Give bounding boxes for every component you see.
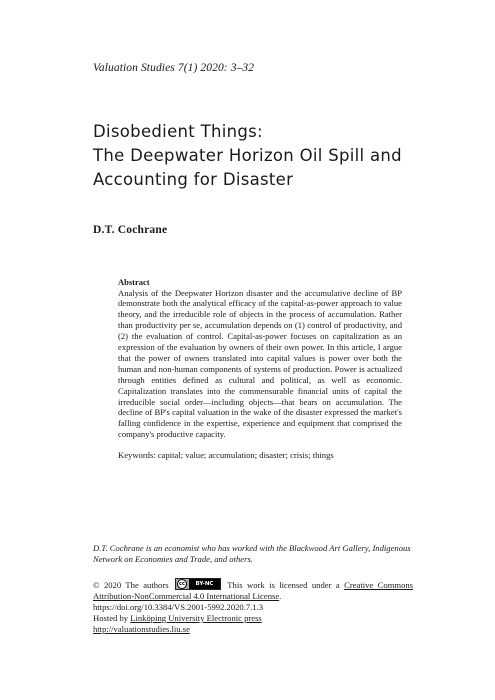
cc-by-nc-badge[interactable] — [175, 578, 221, 590]
license-block: © 2020 The authors cc BY-NC This work is licensed under a Creative Commons Attribution-NonCommercial 4.0 International License. https://doi.org/10.3384/VS.2001-5992.2020.7.1.3 Hosted by Linköping University Electronic press http://valuationstudies.liu.se — [93, 580, 414, 634]
doi-text: https://doi.org/10.3384/VS.2001-5992.2020.7.1.3 — [93, 602, 264, 612]
keywords: Keywords: capital; value; accumulation; disaster; crisis; things — [118, 450, 334, 461]
cc-icon: cc — [177, 579, 187, 589]
title-line-2: The Deepwater Horizon Oil Spill and — [93, 146, 402, 165]
abstract-section — [118, 277, 402, 461]
title-line-1: Disobedient Things: — [93, 122, 263, 141]
abstract-heading: Abstract — [118, 277, 150, 287]
host-link[interactable]: Linköping University Electronic press — [130, 613, 262, 623]
hosted-by-label: Hosted by — [93, 613, 129, 623]
footer-section — [93, 543, 413, 635]
author-name: D.T. Cochrane — [93, 224, 168, 236]
author-bio: D.T. Cochrane is an economist who has worked with the Blackwood Art Gallery, Indigenous Network on Economies and Trade, and others. — [93, 543, 411, 564]
abstract-body: Analysis of the Deepwater Horizon disaster and the accumulative decline of BP demonstrate both the analytical efficacy of the capital-as-power approach to value theory, and the irreducible role of objects in the process of accumulation. Rather than productivity per se, accumulation depends on (1) control of productivity, and (2) the evaluation of control. Capital-as-power focuses on capitalization as an expression of the evaluation by owners of their own power. In this article, I argue that the power of owners translated into capital values is power over both the human and non-human components of systems of production. Power is actualized through entities defined as cultural and political, as well as economic. Capitalization translates into the commensurable financial units of capital the irreducible social order—including objects—that bears on accumulation. The decline of BP's capital valuation in the wake of the disaster expressed the market's falling confidence in the expertise, experience and equipment that comprised the company's productive capacity. — [118, 287, 402, 440]
license-link[interactable]: Creative Commons Attribution-NonCommercial 4.0 International License — [93, 580, 414, 601]
article-title — [93, 120, 453, 192]
copyright-text: © 2020 The authors — [93, 580, 169, 590]
title-line-3: Accounting for Disaster — [93, 170, 294, 189]
cc-badge-label: BY-NC — [189, 579, 220, 589]
journal-reference: Valuation Studies 7(1) 2020: 3–32 — [93, 62, 255, 74]
hosted-by-line — [93, 613, 413, 624]
license-text: This work is licensed under a — [227, 580, 340, 590]
site-link[interactable]: http://valuationstudies.liu.se — [93, 624, 190, 634]
